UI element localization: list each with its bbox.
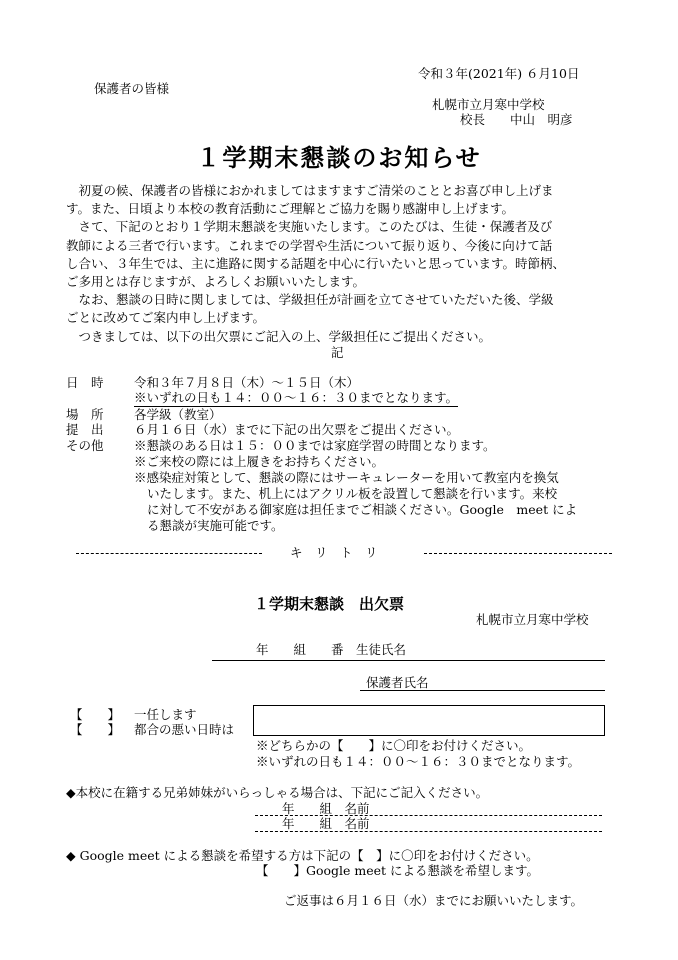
submit-label: 提 出 [66, 422, 104, 437]
option1-label: 一任します [134, 707, 197, 722]
other-label: その他 [66, 438, 104, 453]
guardian-line-label: 保護者氏名 [366, 675, 429, 690]
student-name-field[interactable] [212, 660, 605, 661]
page-title: １学期末懇談のお知らせ [196, 144, 482, 172]
body-line: ご多用とは存じますが、よろしくお願いいたします。 [66, 274, 366, 290]
option2-label: 都合の悪い日時は [134, 722, 235, 737]
option2-checkbox[interactable]: 【 】 [70, 722, 121, 737]
sibling-instruction: ◆本校に在籍する兄弟姉妹がいらっしゃる場合は、下記にご記入ください。 [66, 785, 489, 800]
form-school: 札幌市立月寒中学校 [476, 612, 589, 627]
body-line: つきましては、以下の出欠票にご記入の上、学級担任にご提出ください。 [78, 328, 492, 344]
form-note: ※いずれの日も１４：００～１６：３０までとなります。 [256, 754, 581, 769]
sibling-line-label: 年 組 名前 [282, 816, 370, 831]
form-note: ※どちらかの【 】に〇印をお付けください。 [256, 738, 532, 753]
body-line: 教師による三者で行います。これまでの学習や生活について振り返り、今後に向けて話 [66, 237, 553, 253]
other-note: に対して不安がある御家庭は担任までご相談ください。Google meet によ [147, 502, 578, 517]
student-line-label: 年 組 番 生徒氏名 [256, 642, 407, 657]
recipient: 保護者の皆様 [94, 81, 170, 96]
datetime-note: ※いずれの日も１４：００～１６：３０までとなります。 [134, 390, 459, 405]
other-note: いたします。また、机上にはアクリル板を設置して懇談を行います。来校 [147, 486, 558, 501]
place-value: 各学級（教室） [134, 407, 222, 422]
closing-note: ご返事は６月１６日（水）までにお願いいたします。 [284, 893, 584, 908]
google-meet-instruction: ◆ Google meet による懇談を希望する方は下記の【 】に〇印をお付けください。 [66, 848, 539, 863]
option1-checkbox[interactable]: 【 】 [70, 707, 121, 722]
school-name: 札幌市立月寒中学校 [432, 97, 545, 112]
cut-line-right [424, 553, 612, 554]
body-text [66, 182, 628, 346]
sibling-line-label: 年 組 名前 [282, 801, 370, 816]
body-line: なお、懇談の日時に関しましては、学級担任が計画を立てさせていただいた後、学級 [78, 292, 554, 308]
submit-value: ６月１６日（水）までに下記の出欠票をご提出ください。 [134, 422, 460, 437]
body-line: さて、下記のとおり１学期末懇談を実施いたします。このたびは、生徒・保護者及び [78, 219, 553, 235]
other-note: ※ご来校の際には上履きをお持ちください。 [134, 454, 385, 469]
google-meet-option[interactable]: 【 】Google meet による懇談を希望します。 [256, 863, 540, 878]
ki-heading: 記 [331, 345, 344, 360]
other-note: る懇談が実施可能です。 [147, 518, 284, 533]
cut-line-label: キ リ ト リ [290, 545, 378, 560]
form-title: １学期末懇談 出欠票 [254, 595, 405, 613]
body-line: ごとに改めてご案内申し上げます。 [66, 310, 266, 326]
body-line: 初夏の候、保護者の皆様におかれましてはますますご清栄のこととお喜び申し上げま [78, 183, 554, 198]
cut-line-left [76, 553, 262, 554]
place-label: 場 所 [66, 407, 104, 422]
datetime-label: 日 時 [66, 375, 104, 390]
sibling-field[interactable] [255, 831, 602, 832]
principal-name: 校長 中山 明彦 [460, 112, 573, 127]
body-line: し合い、３年生では、主に進路に関する話題を中心に行いたいと思っています。時節柄、 [66, 255, 566, 271]
issue-date: 令和３年(2021年) ６月10日 [418, 66, 580, 81]
other-note: ※懇談のある日は１５：００までは家庭学習の時間となります。 [134, 438, 496, 453]
other-note: ※感染症対策として、懇談の際にはサーキュレーターを用いて教室内を換気 [134, 470, 559, 485]
guardian-name-field[interactable] [360, 690, 605, 691]
unavailable-dates-box[interactable] [253, 705, 605, 736]
datetime-value: 令和３年７月８日（木）～１５日（木） [134, 375, 360, 390]
body-line: す。また、日頃より本校の教育活動にご理解とご協力を賜り感謝申し上げます。 [66, 201, 515, 217]
